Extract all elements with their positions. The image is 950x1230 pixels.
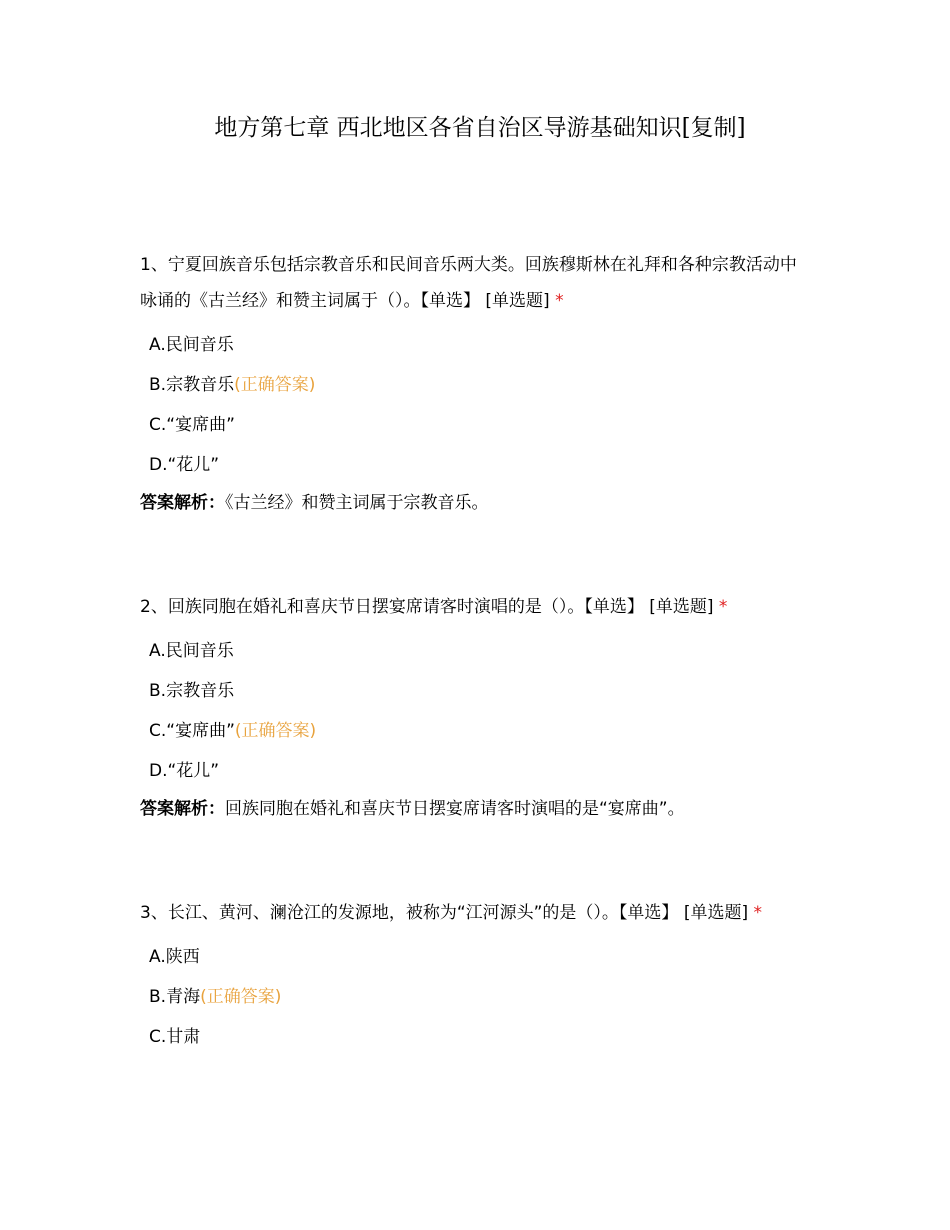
- option-label: D.“花儿”: [149, 761, 220, 781]
- answer-analysis: [140, 485, 810, 521]
- question-1: [140, 247, 810, 521]
- question-text-body: 2、回族同胞在婚礼和喜庆节日摆宴席请客时演唱的是（）。【单选】 [单选题]: [140, 597, 714, 617]
- question-text: [140, 247, 810, 319]
- page-title: 地方第七章 西北地区各省自治区导游基础知识[复制]: [214, 115, 746, 141]
- question-3: [140, 895, 810, 1057]
- question-text-body: 3、长江、黄河、澜沧江的发源地，被称为“江河源头”的是（）。【单选】 [单选题]: [140, 903, 749, 923]
- option-b[interactable]: [140, 977, 810, 1017]
- option-list: [140, 631, 810, 791]
- question-text: [140, 895, 810, 931]
- correct-answer-mark: (正确答案): [234, 721, 317, 741]
- option-c[interactable]: [140, 711, 810, 751]
- option-list: [140, 325, 810, 485]
- analysis-text: 《古兰经》和赞主词属于宗教音乐。: [225, 493, 489, 513]
- option-a[interactable]: [140, 325, 810, 365]
- required-mark: *: [718, 597, 728, 617]
- option-label: A.陕西: [149, 947, 200, 967]
- question-text: [140, 589, 810, 625]
- option-label: A.民间音乐: [149, 335, 234, 355]
- option-label: B.青海: [149, 987, 201, 1007]
- option-label: B.宗教音乐: [149, 375, 235, 395]
- option-c[interactable]: [140, 1017, 810, 1057]
- answer-analysis: [140, 791, 810, 827]
- option-label: B.宗教音乐: [149, 681, 235, 701]
- correct-answer-mark: (正确答案): [200, 987, 282, 1007]
- option-label: C.甘肃: [149, 1027, 201, 1047]
- option-a[interactable]: [140, 631, 810, 671]
- option-a[interactable]: [140, 937, 810, 977]
- required-mark: *: [753, 903, 763, 923]
- correct-answer-mark: (正确答案): [234, 375, 316, 395]
- option-d[interactable]: [140, 751, 810, 791]
- option-d[interactable]: [140, 445, 810, 485]
- analysis-label: 答案解析：: [140, 493, 225, 513]
- option-label: D.“花儿”: [149, 455, 220, 475]
- analysis-label: 答案解析：: [140, 799, 225, 819]
- required-mark: *: [555, 291, 564, 311]
- option-list: [140, 937, 810, 1057]
- option-c[interactable]: [140, 405, 810, 445]
- analysis-text: 回族同胞在婚礼和喜庆节日摆宴席请客时演唱的是“宴席曲”。: [225, 799, 685, 819]
- question-text-body: 1、宁夏回族音乐包括宗教音乐和民间音乐两大类。回族穆斯林在礼拜和各种宗教活动中咏诵的《古兰经》和赞主词属于（）。【单选】 [单选题]: [140, 255, 797, 311]
- option-label: C.“宴席曲”: [149, 721, 235, 741]
- option-label: C.“宴席曲”: [149, 415, 235, 435]
- option-label: A.民间音乐: [149, 641, 234, 661]
- question-2: [140, 589, 810, 827]
- option-b[interactable]: [140, 365, 810, 405]
- option-b[interactable]: [140, 671, 810, 711]
